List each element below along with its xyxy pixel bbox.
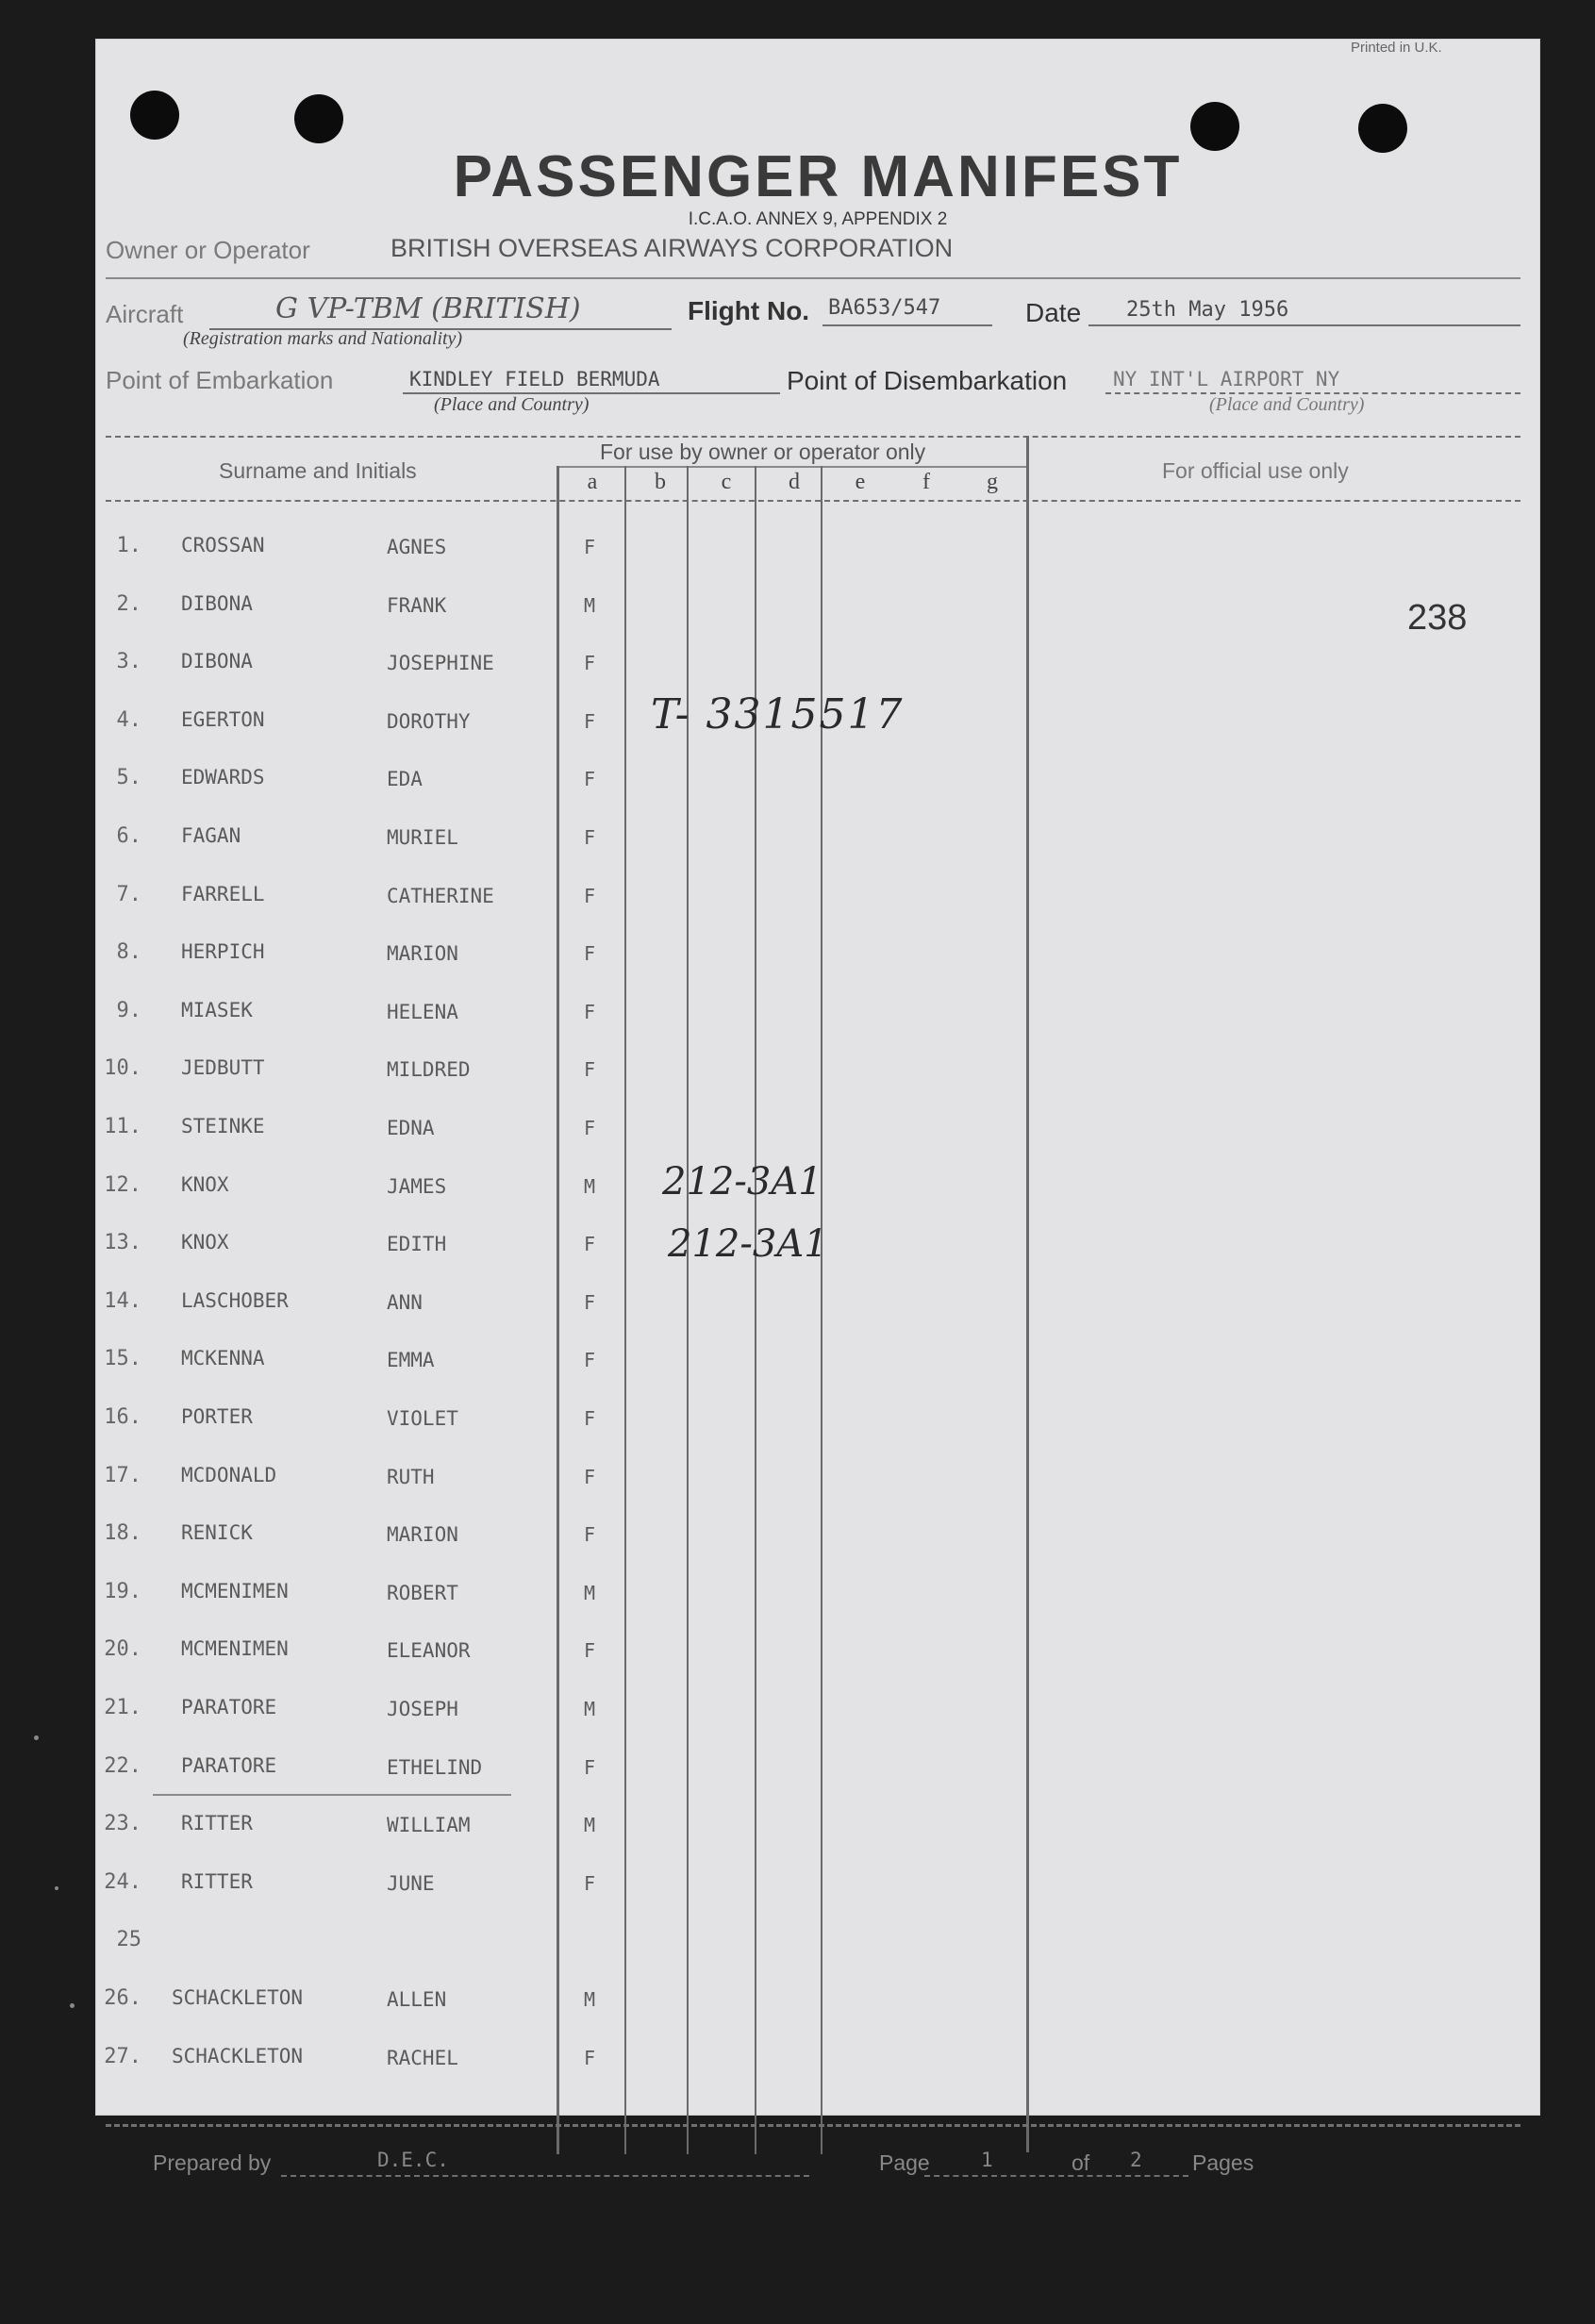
passenger-given-name: RACHEL [387, 2047, 458, 2069]
flight-value: BA653/547 [828, 296, 941, 320]
passenger-sex: F [583, 1407, 596, 1430]
scan-speck [55, 1886, 58, 1890]
passenger-sex: F [583, 710, 596, 733]
passenger-given-name: RUTH [387, 1466, 435, 1488]
table-row [96, 1115, 1021, 1153]
table-row [96, 592, 1021, 630]
row-number: 13. [104, 1231, 141, 1254]
passenger-given-name: VIOLET [387, 1407, 458, 1430]
table-row [96, 999, 1021, 1037]
table-row [96, 1289, 1021, 1327]
table-row [96, 1521, 1021, 1559]
passenger-sex: F [583, 826, 596, 849]
table-row [96, 1986, 1021, 2024]
passenger-sex: F [583, 1291, 596, 1314]
disembarkation-note: (Place and Country) [1209, 394, 1365, 415]
passenger-sex: F [583, 885, 596, 907]
scan-speck [34, 1735, 39, 1740]
passenger-given-name: MARION [387, 1523, 458, 1546]
table-row [96, 1754, 1021, 1792]
passenger-given-name: AGNES [387, 536, 447, 558]
table-row [96, 824, 1021, 862]
passenger-surname: EGERTON [181, 708, 265, 731]
row-number: 20. [104, 1637, 141, 1661]
passenger-surname: PARATORE [181, 1696, 277, 1718]
passenger-sex: M [583, 1582, 596, 1604]
of-label: of [1072, 2150, 1090, 2175]
row-number: 11. [104, 1115, 141, 1138]
table-row [96, 2045, 1021, 2083]
manifest-sheet [96, 40, 1539, 2115]
passenger-given-name: MURIEL [387, 826, 458, 849]
passenger-given-name: DOROTHY [387, 710, 471, 733]
divider [106, 500, 1520, 502]
page-total: 2 [1130, 2149, 1142, 2171]
passenger-given-name: ANN [387, 1291, 423, 1314]
row-number: 14. [104, 1289, 141, 1313]
passenger-given-name: ALLEN [387, 1988, 447, 2011]
passenger-sex: F [583, 1523, 596, 1546]
row-number: 5. [116, 766, 141, 789]
aircraft-label: Aircraft [106, 300, 184, 328]
table-row [96, 1231, 1021, 1269]
passenger-given-name: JAMES [387, 1175, 447, 1198]
row-number: 4. [116, 708, 141, 732]
handwritten-note-row12: 212-3A1 [662, 1160, 822, 1204]
table-row [96, 1405, 1021, 1443]
table-row [96, 1928, 1021, 1966]
scan-speck [70, 2003, 75, 2008]
passenger-sex: F [583, 1872, 596, 1895]
table-row [96, 650, 1021, 688]
underline [924, 2175, 1188, 2177]
passenger-sex: M [583, 1175, 596, 1198]
passenger-surname: HERPICH [181, 940, 265, 963]
printed-note: Printed in U.K. [1351, 40, 1442, 56]
passenger-given-name: CATHERINE [387, 885, 494, 907]
passenger-surname: PORTER [181, 1405, 253, 1428]
passenger-sex: F [583, 1058, 596, 1081]
passenger-sex: F [583, 1233, 596, 1255]
passenger-sex: M [583, 1814, 596, 1836]
row-number: 22. [104, 1754, 141, 1778]
passenger-surname: PARATORE [181, 1754, 277, 1777]
operator-value: BRITISH OVERSEAS AIRWAYS CORPORATION [390, 234, 954, 262]
passenger-surname: STEINKE [181, 1115, 265, 1137]
table-row [96, 1696, 1021, 1734]
passenger-sex: F [583, 1349, 596, 1371]
passenger-given-name: EMMA [387, 1349, 435, 1371]
underline [822, 324, 992, 326]
disembarkation-label: Point of Disembarkation [787, 366, 1068, 395]
table-row [96, 1056, 1021, 1094]
passenger-surname: MCMENIMEN [181, 1637, 289, 1660]
row-number: 23. [104, 1812, 141, 1835]
row-number: 26. [104, 1986, 141, 2010]
passenger-sex: F [583, 768, 596, 790]
passenger-surname: FAGAN [181, 824, 241, 847]
row-number: 1. [116, 534, 141, 557]
embarkation-label: Point of Embarkation [106, 366, 334, 394]
disembarkation-value: NY INT'L AIRPORT NY [1113, 368, 1340, 390]
embarkation-value: KINDLEY FIELD BERMUDA [409, 368, 660, 390]
flight-label: Flight No. [688, 296, 810, 325]
passenger-surname: MIASEK [181, 999, 253, 1021]
aircraft-value: G VP-TBM (BRITISH) [275, 292, 581, 325]
passenger-surname: CROSSAN [181, 534, 265, 556]
row-number: 24. [104, 1870, 141, 1894]
passenger-surname: EDWARDS [181, 766, 265, 788]
passenger-surname: FARRELL [181, 883, 265, 905]
passenger-surname: RITTER [181, 1870, 253, 1893]
date-label: Date [1025, 298, 1082, 327]
page-label: Page [879, 2150, 930, 2175]
page-number: 1 [981, 2149, 993, 2171]
row-number: 18. [104, 1521, 141, 1545]
passenger-given-name: EDITH [387, 1233, 447, 1255]
row-number: 15. [104, 1347, 141, 1370]
passenger-surname: MCDONALD [181, 1464, 277, 1486]
row-number: 9. [116, 999, 141, 1022]
passenger-given-name: WILLIAM [387, 1814, 471, 1836]
passenger-given-name: EDNA [387, 1117, 435, 1139]
passenger-sex: F [583, 1117, 596, 1139]
passenger-given-name: MILDRED [387, 1058, 471, 1081]
passenger-surname: LASCHOBER [181, 1289, 289, 1312]
passenger-surname: KNOX [181, 1231, 229, 1253]
row-number: 8. [116, 940, 141, 964]
prepared-label: Prepared by [153, 2150, 272, 2175]
table-row [96, 1347, 1021, 1385]
divider [106, 2124, 1520, 2127]
row-number: 19. [104, 1580, 141, 1603]
passenger-sex: M [583, 1988, 596, 2011]
passenger-given-name: JOSEPHINE [387, 652, 494, 674]
passenger-surname: DIBONA [181, 592, 253, 615]
passenger-sex: F [583, 2047, 596, 2069]
passenger-surname: SCHACKLETON [172, 1986, 304, 2009]
table-row [96, 940, 1021, 978]
page-subtitle: I.C.A.O. ANNEX 9, APPENDIX 2 [688, 209, 948, 229]
passenger-given-name: FRANK [387, 594, 447, 617]
divider [557, 466, 1028, 468]
passenger-given-name: HELENA [387, 1001, 458, 1023]
passenger-surname: JEDBUTT [181, 1056, 265, 1079]
punch-hole [294, 94, 343, 143]
passenger-given-name: ELEANOR [387, 1639, 471, 1662]
table-row [96, 1580, 1021, 1618]
official-number: 238 [1407, 598, 1468, 638]
passenger-given-name: ROBERT [387, 1582, 458, 1604]
table-row [96, 883, 1021, 921]
passenger-surname: SCHACKLETON [172, 2045, 304, 2067]
passenger-given-name: MARION [387, 942, 458, 965]
column-header-b: b [655, 470, 666, 494]
date-value: 25th May 1956 [1126, 298, 1289, 322]
passenger-sex: M [583, 1698, 596, 1720]
pages-label: Pages [1192, 2150, 1254, 2175]
row-number: 25 [116, 1928, 141, 1951]
passenger-surname: KNOX [181, 1173, 229, 1196]
row-number: 2. [116, 592, 141, 616]
column-header-e: e [855, 470, 866, 494]
passenger-surname: MCMENIMEN [181, 1580, 289, 1602]
punch-hole [130, 91, 179, 140]
operator-label: Owner or Operator [106, 236, 310, 264]
owner-use-header: For use by owner or operator only [600, 440, 926, 464]
column-header-d: d [789, 470, 800, 494]
passenger-surname: MCKENNA [181, 1347, 265, 1370]
passenger-given-name: EDA [387, 768, 423, 790]
row-number: 6. [116, 824, 141, 848]
passenger-surname: RENICK [181, 1521, 253, 1544]
table-row [96, 534, 1021, 572]
row-number: 27. [104, 2045, 141, 2068]
column-header-a: a [587, 470, 598, 494]
row-number: 10. [104, 1056, 141, 1080]
row-number: 3. [116, 650, 141, 673]
row-number: 16. [104, 1405, 141, 1429]
underline [1088, 324, 1520, 326]
handwritten-note-row13: 212-3A1 [668, 1222, 828, 1266]
table-row [96, 1173, 1021, 1211]
table-row [96, 1464, 1021, 1502]
handwritten-note-row4: T- 3315517 [651, 690, 905, 739]
underline [281, 2175, 809, 2177]
embarkation-note: (Place and Country) [434, 394, 590, 415]
column-rule [1026, 436, 1029, 2152]
divider [106, 277, 1520, 279]
column-header-f: f [922, 470, 930, 494]
passenger-sex: F [583, 536, 596, 558]
passenger-surname: DIBONA [181, 650, 253, 672]
passenger-sex: F [583, 1639, 596, 1662]
column-header-c: c [721, 470, 732, 494]
prepared-value: D.E.C. [377, 2149, 449, 2171]
column-header-g: g [987, 470, 998, 494]
passenger-given-name: JOSEPH [387, 1698, 458, 1720]
page-title: PASSENGER MANIFEST [453, 144, 1183, 209]
passenger-sex: F [583, 942, 596, 965]
divider [106, 436, 1520, 438]
name-column-header: Surname and Initials [219, 458, 417, 483]
table-row [96, 1870, 1021, 1908]
table-row [96, 766, 1021, 804]
struck-line [153, 1794, 511, 1796]
table-row [96, 1637, 1021, 1675]
official-use-header: For official use only [1162, 458, 1349, 483]
row-number: 17. [104, 1464, 141, 1487]
passenger-sex: F [583, 1466, 596, 1488]
passenger-sex: F [583, 1001, 596, 1023]
row-number: 12. [104, 1173, 141, 1197]
passenger-given-name: JUNE [387, 1872, 435, 1895]
passenger-sex: M [583, 594, 596, 617]
aircraft-note: (Registration marks and Nationality) [183, 328, 463, 349]
row-number: 21. [104, 1696, 141, 1719]
table-row [96, 1812, 1021, 1850]
passenger-sex: F [583, 652, 596, 674]
passenger-given-name: ETHELIND [387, 1756, 483, 1779]
row-number: 7. [116, 883, 141, 906]
passenger-surname: RITTER [181, 1812, 253, 1834]
passenger-sex: F [583, 1756, 596, 1779]
